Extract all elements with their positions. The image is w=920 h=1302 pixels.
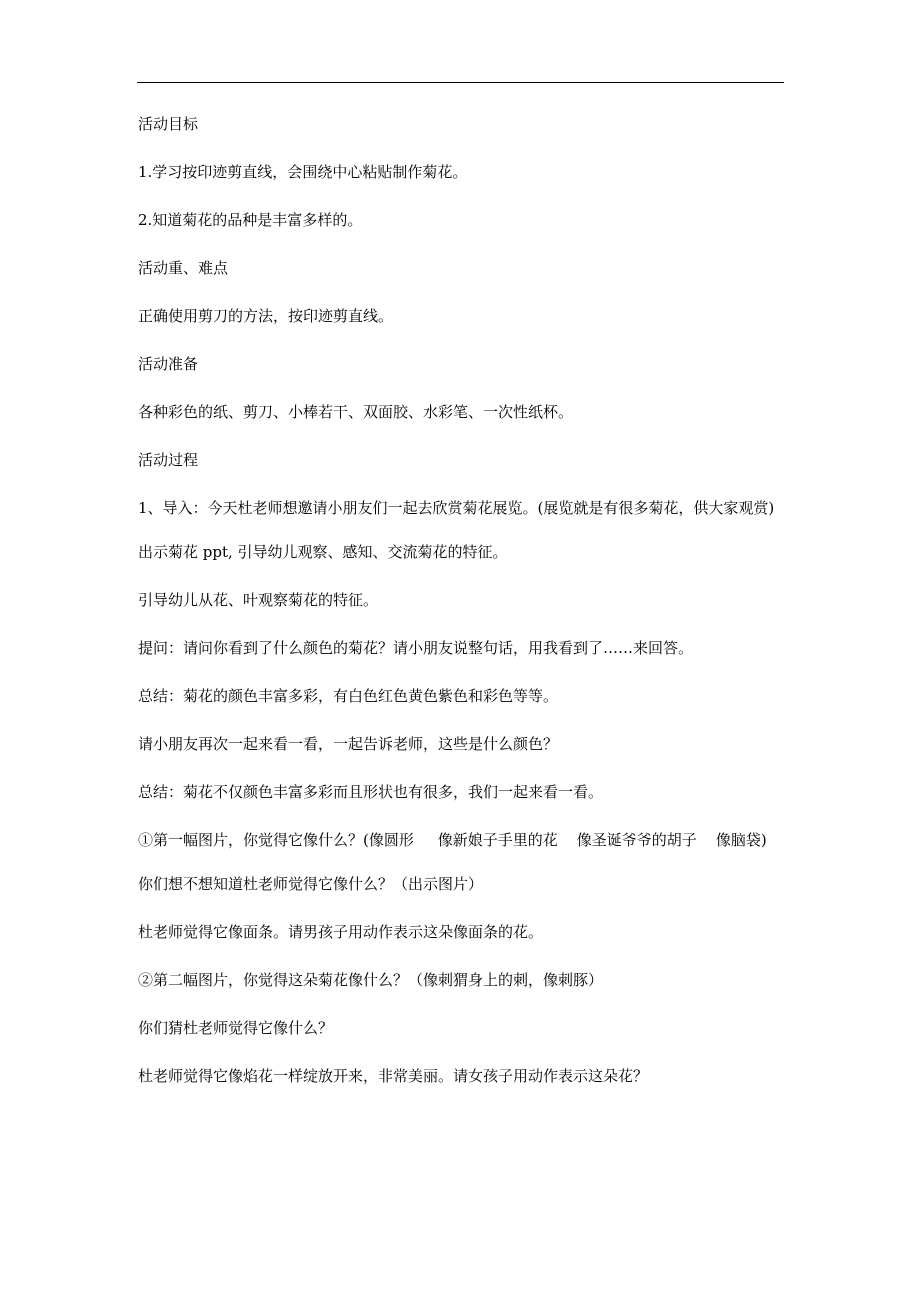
heading-activity-preparation: 活动准备 [138, 355, 199, 373]
goal-item-1: 1.学习按印迹剪直线，会围绕中心粘贴制作菊花。 [138, 163, 468, 181]
document-body [138, 112, 784, 1112]
header-rule [137, 82, 784, 83]
process-intro: 1、导入：今天杜老师想邀请小朋友们一起去欣赏菊花展览。(展览就是有很多菊花，供大家观赏) [138, 499, 775, 517]
picture-two-answer: 杜老师觉得它像焰花一样绽放开来，非常美丽。请女孩子用动作表示这朵花？ [138, 1067, 649, 1085]
process-step-ppt: 出示菊花 ppt, 引导幼儿观察、感知、交流菊花的特征。 [138, 543, 508, 561]
key-difficulty-text: 正确使用剪刀的方法，按印迹剪直线。 [138, 307, 394, 325]
process-step-observe: 引导幼儿从花、叶观察菊花的特征。 [138, 591, 379, 609]
process-question: 提问：请问你看到了什么颜色的菊花？请小朋友说整句话，用我看到了……来回答。 [138, 639, 694, 657]
process-summary-color: 总结：菊花的颜色丰富多彩，有白色红色黄色紫色和彩色等等。 [138, 687, 559, 705]
heading-key-difficulties: 活动重、难点 [138, 259, 229, 277]
preparation-text: 各种彩色的纸、剪刀、小棒若干、双面胶、水彩笔、一次性纸杯。 [138, 403, 574, 421]
process-summary-shape: 总结：菊花不仅颜色丰富多彩而且形状也有很多，我们一起来看一看。 [138, 783, 604, 801]
heading-activity-goals: 活动目标 [138, 115, 199, 133]
heading-activity-process: 活动过程 [138, 451, 199, 469]
picture-one-guess: 你们想不想知道杜老师觉得它像什么？（出示图片） [138, 875, 484, 893]
picture-one-question: ①第一幅图片，你觉得它像什么？(像圆形 像新娘子手里的花 像圣诞爷爷的胡子 像脑袋) [138, 831, 767, 849]
picture-two-question: ②第二幅图片，你觉得这朵菊花像什么？（像刺猬身上的刺，像刺豚） [138, 971, 604, 989]
picture-two-guess: 你们猜杜老师觉得它像什么？ [138, 1019, 334, 1037]
goal-item-2: 2.知道菊花的品种是丰富多样的。 [138, 211, 363, 229]
picture-one-answer: 杜老师觉得它像面条。请男孩子用动作表示这朵像面条的花。 [138, 923, 544, 941]
process-look-again: 请小朋友再次一起来看一看，一起告诉老师，这些是什么颜色？ [138, 735, 559, 753]
